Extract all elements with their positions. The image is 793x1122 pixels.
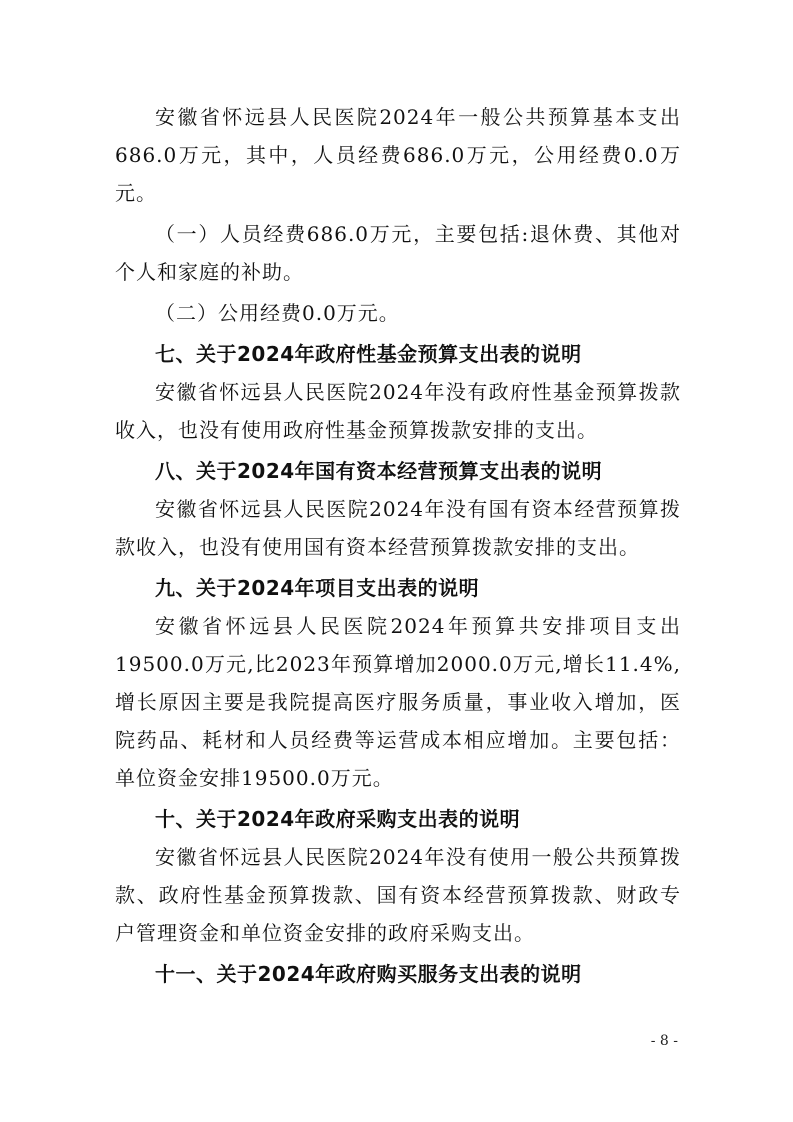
section-7-body: 安徽省怀远县人民医院2024年没有政府性基金预算拨款收入，也没有使用政府性基金预算拨款安排的支出。 (115, 380, 681, 442)
page-number: - 8 - (650, 1033, 678, 1049)
section-10-body: 安徽省怀远县人民医院2024年没有使用一般公共预算拨款、政府性基金预算拨款、国有资本经营预算拨款、财政专户管理资金和单位资金安排的政府采购支出。 (115, 845, 681, 945)
personnel-expense-paragraph: （一）人员经费686.0万元，主要包括:退休费、其他对个人和家庭的补助。 (115, 222, 681, 284)
section-8-body: 安徽省怀远县人民医院2024年没有国有资本经营预算拨款收入，也没有使用国有资本经营预算拨款安排的支出。 (115, 497, 681, 559)
section-7-heading: 七、关于2024年政府性基金预算支出表的说明 (155, 342, 582, 366)
section-9-body: 安徽省怀远县人民医院2024年预算共安排项目支出19500.0万元,比2023年预算增加2000.0万元,增长11.4%,增长原因主要是我院提高医疗服务质量，事业收入增加，医院药品、耗材和人员经费等运营成本相应增加。主要包括：单位资金安排19500.0万元。 (115, 614, 681, 790)
page-content (115, 98, 681, 993)
section-8-heading: 八、关于2024年国有资本经营预算支出表的说明 (155, 459, 603, 483)
public-expense-paragraph: （二）公用经费0.0万元。 (155, 301, 400, 325)
section-11-heading: 十一、关于2024年政府购买服务支出表的说明 (155, 962, 582, 986)
section-9-heading: 九、关于2024年项目支出表的说明 (155, 576, 480, 600)
section-10-heading: 十、关于2024年政府采购支出表的说明 (155, 807, 521, 831)
basic-expense-paragraph: 安徽省怀远县人民医院2024年一般公共预算基本支出686.0万元，其中，人员经费686.0万元，公用经费0.0万元。 (115, 105, 681, 205)
